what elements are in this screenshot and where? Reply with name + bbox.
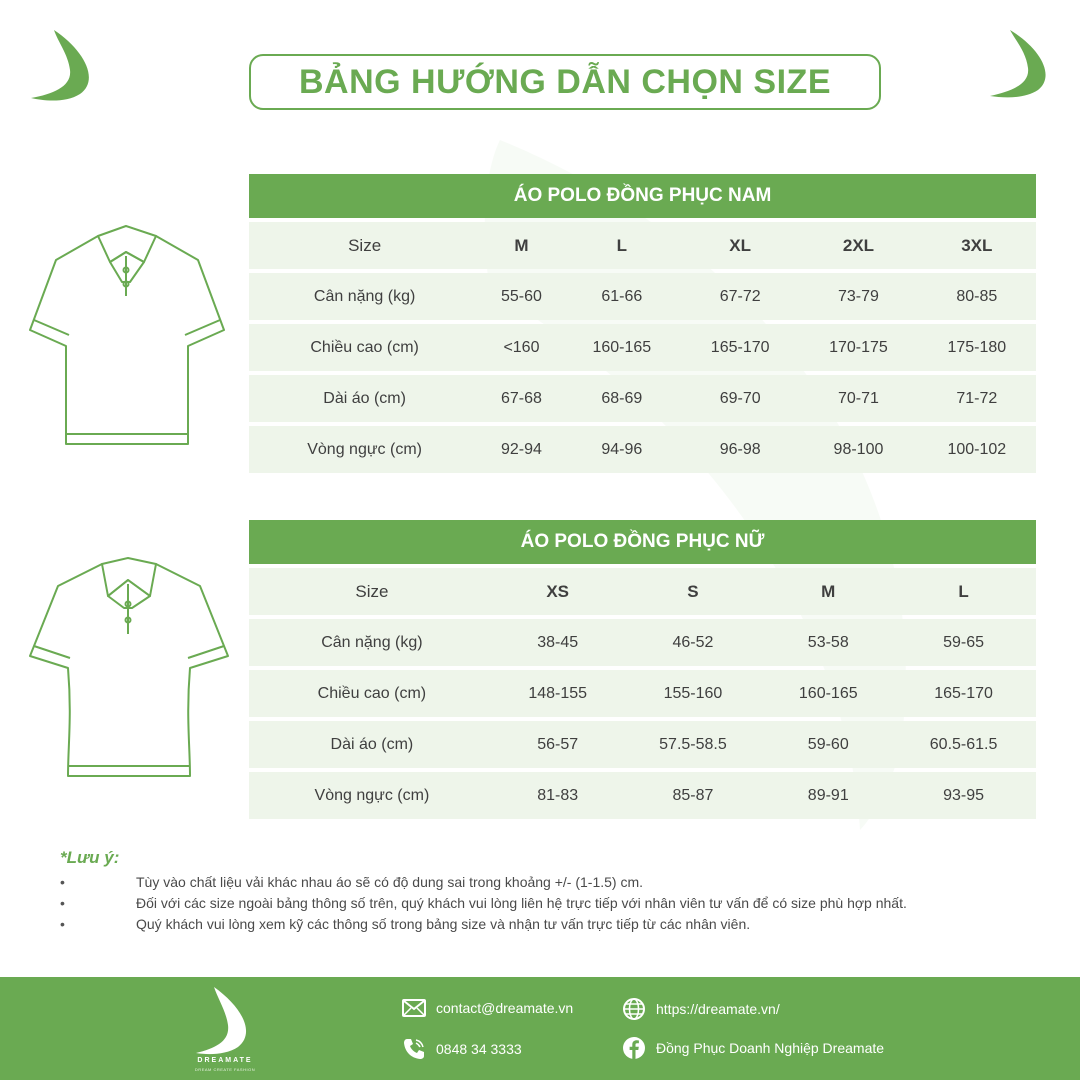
leaf-logo-icon	[28, 28, 94, 104]
table-cell: 57.5-58.5	[621, 721, 766, 768]
table-cell: 71-72	[918, 375, 1036, 422]
table-row	[249, 670, 1036, 717]
table-cell: L	[563, 222, 681, 269]
polo-shirt-women-icon	[28, 556, 230, 782]
bullet: •	[60, 895, 65, 911]
table-cell: Vòng ngực (cm)	[249, 426, 480, 473]
table-cell: 89-91	[765, 772, 891, 819]
table-cell: 68-69	[563, 375, 681, 422]
table-cell: 55-60	[480, 273, 562, 320]
table-cell: 59-65	[891, 619, 1036, 666]
table-row	[249, 273, 1036, 320]
note-text: Quý khách vui lòng xem kỹ các thông số trong bảng size và nhận tư vấn trực tiếp từ các nhân viên.	[136, 916, 751, 932]
table-cell: 69-70	[681, 375, 799, 422]
leaf-logo-icon	[988, 28, 1050, 100]
table-cell: 53-58	[765, 619, 891, 666]
polo-shirt-men-icon	[26, 222, 228, 454]
table-row	[249, 375, 1036, 422]
table-cell: 160-165	[563, 324, 681, 371]
table-cell: 67-68	[480, 375, 562, 422]
table-cell: Size	[249, 222, 480, 269]
table-cell: Chiều cao (cm)	[249, 324, 480, 371]
table-cell: 148-155	[495, 670, 621, 717]
table-cell: 98-100	[799, 426, 917, 473]
table-cell: 96-98	[681, 426, 799, 473]
table-cell: 56-57	[495, 721, 621, 768]
table-cell: 175-180	[918, 324, 1036, 371]
facebook-text: Đồng Phục Doanh Nghiệp Dreamate	[656, 1040, 885, 1056]
bullet: •	[60, 874, 65, 890]
note-text: Đối với các size ngoài bảng thông số trên, quý khách vui lòng liên hệ trực tiếp với nhân viên tư vấn để có size phù hợp nhất.	[136, 895, 907, 911]
table-row	[249, 324, 1036, 371]
table-cell: M	[480, 222, 562, 269]
table-cell: 67-72	[681, 273, 799, 320]
facebook-icon	[622, 1036, 646, 1060]
table-cell: 94-96	[563, 426, 681, 473]
table-cell: Chiều cao (cm)	[249, 670, 495, 717]
table-row	[249, 568, 1036, 615]
men-size-table	[249, 170, 1036, 477]
bullet: •	[60, 916, 65, 932]
table-cell: L	[891, 568, 1036, 615]
brand-tagline: DREAM CREATE FASHION	[194, 1067, 256, 1072]
table-row	[249, 721, 1036, 768]
table-cell: S	[621, 568, 766, 615]
table-row	[249, 772, 1036, 819]
table-cell: 38-45	[495, 619, 621, 666]
table-row	[249, 222, 1036, 269]
email-text: contact@dreamate.vn	[436, 1000, 574, 1016]
facebook-link[interactable]	[622, 1036, 884, 1060]
table-cell: 165-170	[681, 324, 799, 371]
table-cell: Dài áo (cm)	[249, 721, 495, 768]
page-title: BẢNG HƯỚNG DẪN CHỌN SIZE	[249, 54, 881, 110]
notes-title: *Lưu ý:	[60, 848, 120, 867]
table-cell: 170-175	[799, 324, 917, 371]
table-cell: 100-102	[918, 426, 1036, 473]
table-cell: Size	[249, 568, 495, 615]
table-cell: 155-160	[621, 670, 766, 717]
table-cell: 93-95	[891, 772, 1036, 819]
table-cell: 85-87	[621, 772, 766, 819]
table-cell: 80-85	[918, 273, 1036, 320]
table-cell: 3XL	[918, 222, 1036, 269]
phone-icon	[402, 1037, 426, 1061]
table-cell: 2XL	[799, 222, 917, 269]
table-cell: 81-83	[495, 772, 621, 819]
phone-text: 0848 34 3333	[436, 1041, 522, 1057]
note-item	[60, 893, 1040, 914]
note-item	[60, 914, 1040, 935]
table-cell: <160	[480, 324, 562, 371]
notes-section	[60, 848, 1040, 935]
table-cell: 70-71	[799, 375, 917, 422]
table-cell: 73-79	[799, 273, 917, 320]
globe-icon	[622, 997, 646, 1021]
table-cell: XS	[495, 568, 621, 615]
table-cell: 59-60	[765, 721, 891, 768]
table-cell: 165-170	[891, 670, 1036, 717]
note-text: Tùy vào chất liệu vải khác nhau áo sẽ có độ dung sai trong khoảng +/- (1-1.5) cm.	[136, 874, 644, 890]
email-link[interactable]	[402, 999, 573, 1017]
table-cell: 160-165	[765, 670, 891, 717]
table-row	[249, 619, 1036, 666]
table-cell: 61-66	[563, 273, 681, 320]
table-cell: M	[765, 568, 891, 615]
table-cell: 46-52	[621, 619, 766, 666]
website-text: https://dreamate.vn/	[656, 1001, 780, 1017]
table-cell: XL	[681, 222, 799, 269]
brand-name: DREAMATE	[197, 1057, 253, 1064]
note-item	[60, 872, 1040, 893]
phone-link[interactable]	[402, 1037, 522, 1061]
women-size-table	[249, 516, 1036, 823]
table-title: ÁO POLO ĐỒNG PHỤC NỮ	[249, 520, 1036, 564]
table-cell: 60.5-61.5	[891, 721, 1036, 768]
table-cell: Cân nặng (kg)	[249, 273, 480, 320]
table-row	[249, 426, 1036, 473]
table-title: ÁO POLO ĐỒNG PHỤC NAM	[249, 174, 1036, 218]
table-cell: 92-94	[480, 426, 562, 473]
table-cell: Dài áo (cm)	[249, 375, 480, 422]
table-cell: Cân nặng (kg)	[249, 619, 495, 666]
website-link[interactable]	[622, 997, 780, 1021]
footer	[0, 977, 1080, 1080]
mail-icon	[402, 999, 426, 1017]
table-cell: Vòng ngực (cm)	[249, 772, 495, 819]
